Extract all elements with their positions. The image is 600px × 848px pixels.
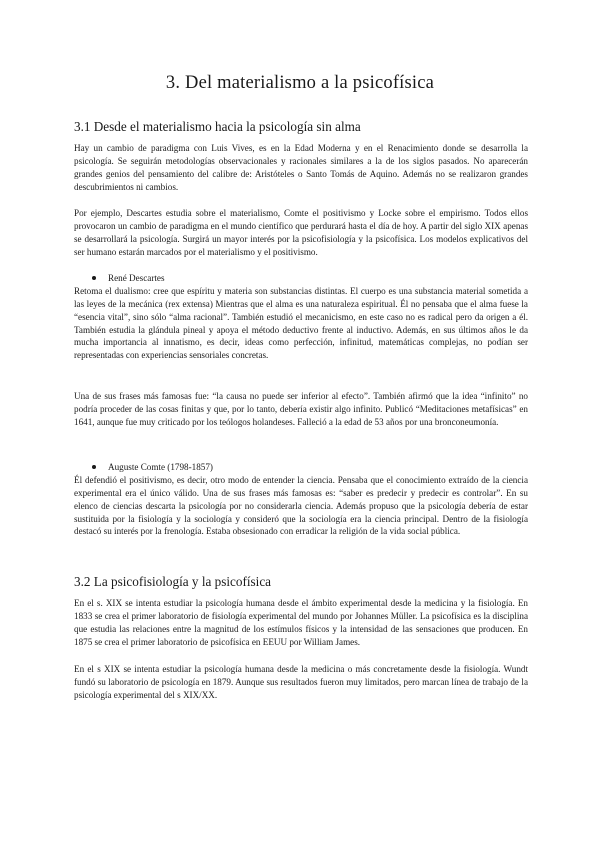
paragraph: Retoma el dualismo: cree que espíritu y materia son substancias distintas. El cuerpo es una substancia material sometida a las leyes de la mecánica (rex extensa) Mientras que el alma es una naturaleza espiritual. Él no pensaba que el alma fuese la “esencia vital”, sino sólo “alma racional”. También estudió el mecanicismo, en este caso no es radical pero da origen a él. También estudia la glándula pineal y apoya el método deductivo frente al inductivo. Además, en sus últimos años le da mucha importancia al innatismo, es decir, ideas como perfección, infinitud, matemáticas complejas, no podían ser representadas con experiencias sensoriales concretas. xyxy=(74,286,528,361)
page-title: 3. Del materialismo a la psicofísica xyxy=(165,73,435,93)
paragraph: Por ejemplo, Descartes estudia sobre el materialismo, Comte el positivismo y Locke sobre el empirismo. Todos ellos provocaron un cambio de paradigma en el mundo científico que perdurará hasta el día de hoy. A partir del siglo XIX apenas se desarrollará la psicología. Surgirá un mayor interés por la psicofisiología y la psicofísica. Los modelos explicativos del ser humano estarán marcados por el materialismo y el positivismo. xyxy=(74,208,528,257)
bullet-icon xyxy=(92,276,96,280)
bullet-label: René Descartes xyxy=(108,273,165,283)
bullet-item xyxy=(92,272,165,284)
paragraph: Él defendió el positivismo, es decir, otro modo de entender la ciencia. Pensaba que el conocimiento extraído de la ciencia experimental era el único válido. Una de sus frases más famosas es: “saber es predecir y predecir es controlar”. En su elenco de ciencias descarta la psicología por no considerarla ciencia. Además propuso que la psicología debería de estar sustituida por la fisiología y la sociología y consideró que la sociología era la ciencia principal. Dentro de la fisiología destacó su interés por la frenología. Estaba obsesionado con erradicar la religión de la vida social pública. xyxy=(74,475,528,537)
bullet-icon xyxy=(92,465,96,469)
paragraph: En el s. XIX se intenta estudiar la psicología humana desde el ámbito experimental desde la medicina y la fisiología. En 1833 se crea el primer laboratorio de fisiología experimental del mundo por Johannes Müller. La psicofísica es la disciplina que estudia las relaciones entre la magnitud de los estímulos físicos y la intensidad de las sensaciones que producen. En 1875 se crea el primer laboratorio de psicofísica en EEUU por William James. xyxy=(74,598,528,647)
paragraph: Una de sus frases más famosas fue: “la causa no puede ser inferior al efecto”. También afirmó que la idea “infinito” no podría proceder de las cosas finitas y que, por lo tanto, debería existir algo infinito. Publicó “Meditaciones metafísicas” en 1641, aunque fue muy criticado por los teólogos holandeses. Falleció a la edad de 53 años por una bronconeumonía. xyxy=(74,391,528,427)
paragraph: Hay un cambio de paradigma con Luis Vives, es en la Edad Moderna y en el Renacimiento donde se desarrolla la psicología. Se seguirán metodologías observacionales y racionales similares a la de los siglos pasados. No aparecerán grandes genios del pensamiento del calibre de: Aristóteles o Santo Tomás de Aquino. Además no se realizaron grandes descubrimientos ni cambios. xyxy=(74,143,528,192)
section-heading-3-1: 3.1 Desde el materialismo hacia la psicología sin alma xyxy=(74,119,361,134)
bullet-item xyxy=(92,461,213,473)
section-heading-3-2: 3.2 La psicofisiología y la psicofísica xyxy=(74,574,272,589)
bullet-label: Auguste Comte (1798-1857) xyxy=(108,462,213,472)
paragraph: En el s XIX se intenta estudiar la psicología humana desde la medicina o más concretamente desde la fisiología. Wundt fundó su laboratorio de psicología en 1879. Aunque sus resultados fueron muy limitados, pero marcan línea de trabajo de la psicología experimental del s XIX/XX. xyxy=(74,664,528,700)
